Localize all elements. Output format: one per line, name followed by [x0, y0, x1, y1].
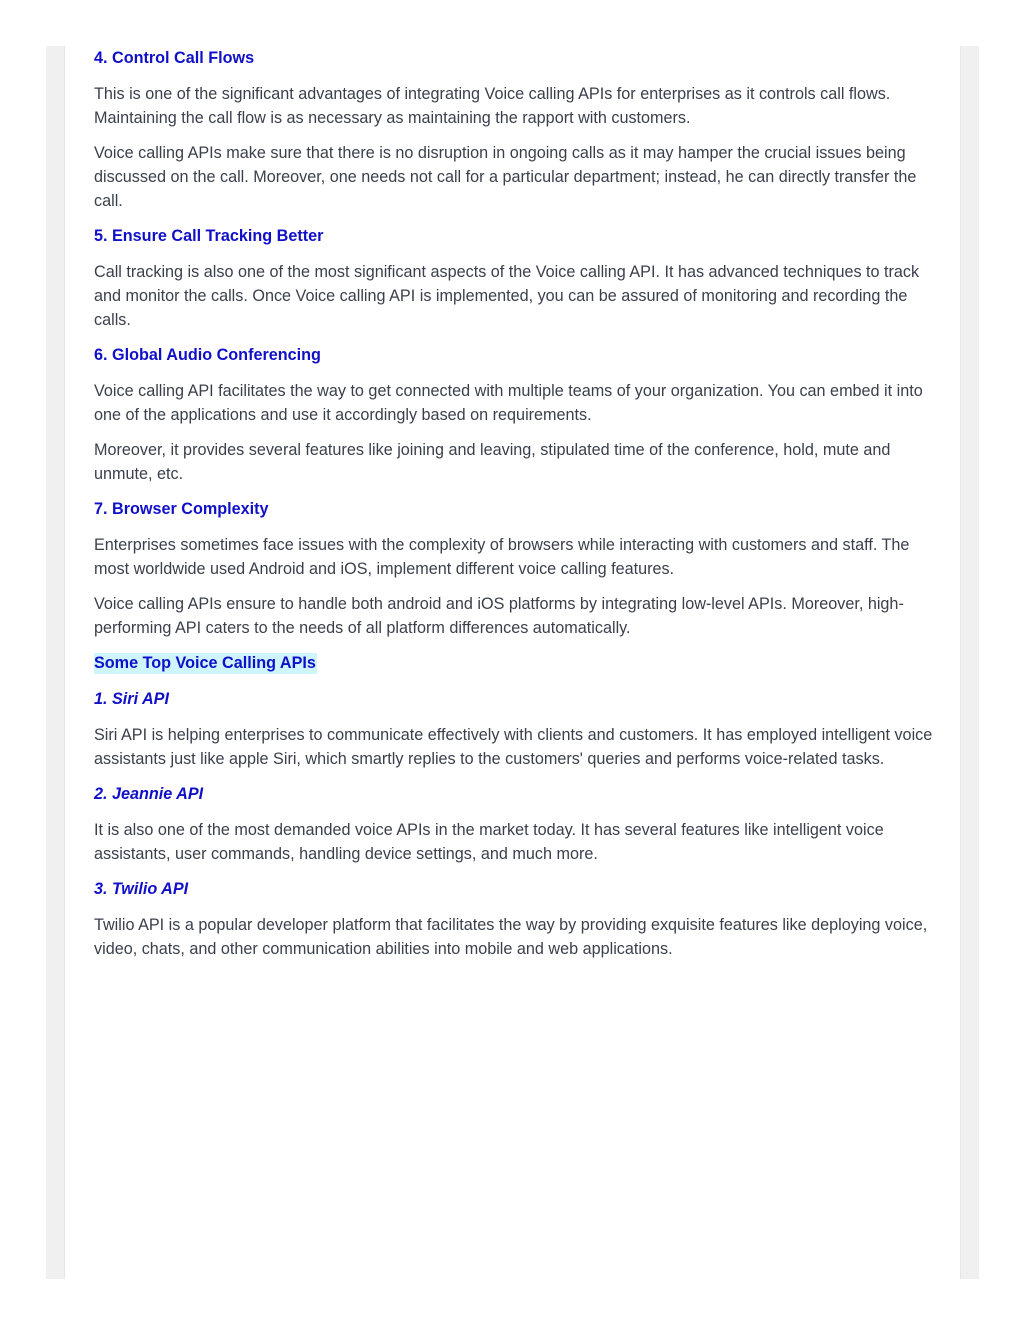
section-call-tracking: [94, 224, 940, 343]
section-top-voice-apis: [94, 651, 940, 961]
paragraph: This is one of the significant advantages of integrating Voice calling APIs for enterprises as it controls call flows. Maintaining the call flow is as necessary as maintaining the rapport with customers.: [94, 85, 891, 127]
section-heading: 4. Control Call Flows: [94, 49, 255, 67]
section-browser-complexity: [94, 497, 940, 651]
left-margin-bar: [46, 46, 65, 1279]
paragraph: Enterprises sometimes face issues with the complexity of browsers while interacting with customers and staff. The most worldwide used Android and iOS, implement different voice calling features.: [94, 536, 910, 578]
section-heading: 5. Ensure Call Tracking Better: [94, 227, 324, 245]
paragraph: Call tracking is also one of the most significant aspects of the Voice calling API. It has advanced techniques to track and monitor the calls. Once Voice calling API is implemented, you can be assured of monitoring and recording the calls.: [94, 263, 920, 329]
paragraph: Twilio API is a popular developer platform that facilitates the way by providing exquisite features like deploying voice, video, chats, and other communication abilities into mobile and web applications.: [94, 916, 928, 958]
api-heading-jeannie: 2. Jeannie API: [94, 785, 204, 803]
paragraph: Siri API is helping enterprises to communicate effectively with clients and customers. It has employed intelligent voice assistants just like apple Siri, which smartly replies to the customers' queries and performs voice-related tasks.: [94, 726, 933, 768]
paragraph: Voice calling APIs make sure that there is no disruption in ongoing calls as it may hamper the crucial issues being discussed on the call. Moreover, one needs not call for a particular department; instead, he can directly transfer the call.: [94, 144, 917, 210]
paragraph: Voice calling APIs ensure to handle both android and iOS platforms by integrating low-level APIs. Moreover, high-performing API caters to the needs of all platform differences automatically.: [94, 595, 904, 637]
section-heading: 6. Global Audio Conferencing: [94, 346, 321, 364]
highlighted-heading-text: Some Top Voice Calling APIs: [94, 654, 316, 672]
api-heading-siri: 1. Siri API: [94, 690, 169, 708]
paragraph: Moreover, it provides several features like joining and leaving, stipulated time of the conference, hold, mute and unmute, etc.: [94, 441, 891, 483]
section-control-call-flows: [94, 46, 940, 224]
top-apis-heading: [94, 651, 940, 675]
section-heading: 7. Browser Complexity: [94, 500, 269, 518]
paragraph: It is also one of the most demanded voice APIs in the market today. It has several features like intelligent voice assistants, user commands, handling device settings, and much more.: [94, 821, 884, 863]
article-body: [94, 46, 940, 961]
right-margin-bar: [960, 46, 979, 1279]
paragraph: Voice calling API facilitates the way to get connected with multiple teams of your organization. You can embed it into one of the applications and use it accordingly based on requirements.: [94, 382, 923, 424]
api-heading-twilio: 3. Twilio API: [94, 880, 189, 898]
section-audio-conferencing: [94, 343, 940, 497]
